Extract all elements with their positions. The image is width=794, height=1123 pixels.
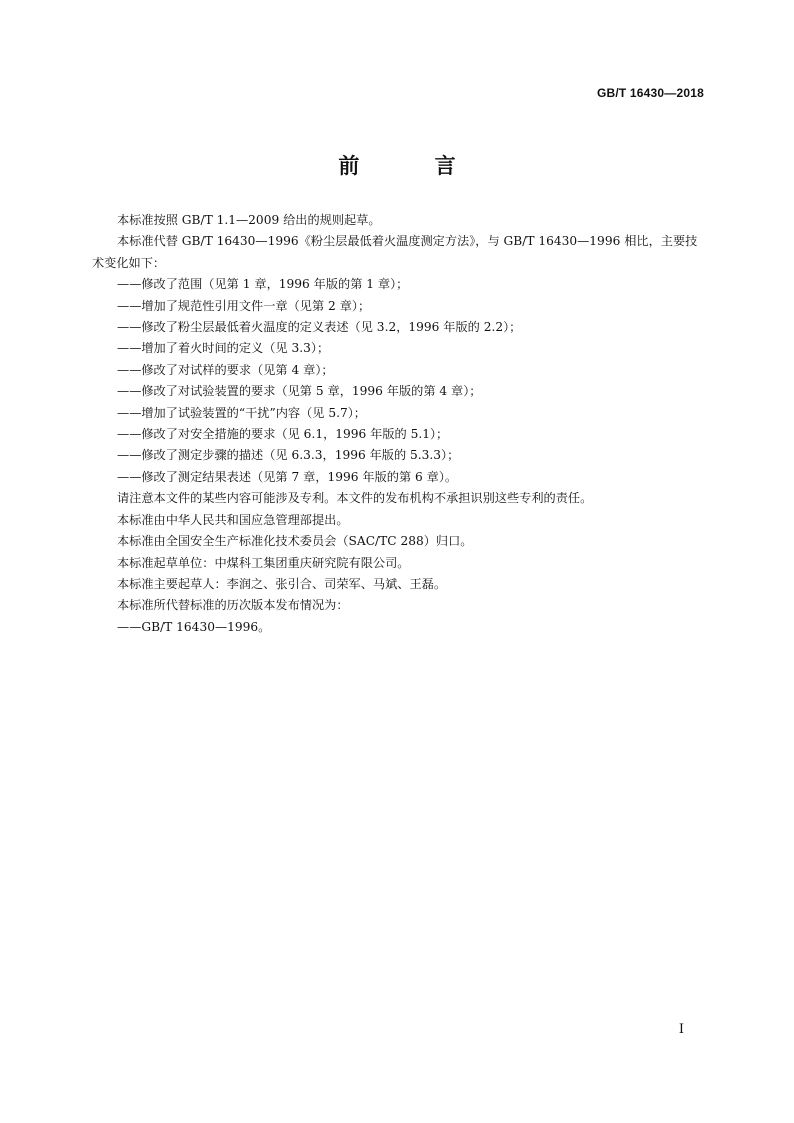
technical-committee-statement: 本标准由全国安全生产标准化技术委员会（SAC/TC 288）归口。 [117,534,473,549]
history-statement: 本标准所代替标准的历次版本发布情况为： [117,598,349,613]
page-title: 前 言 [338,154,490,178]
change-item: ——修改了对试验装置的要求（见第 5 章，1996 年版的第 4 章）； [117,384,482,399]
change-item: ——修改了范围（见第 1 章，1996 年版的第 1 章）； [117,277,409,292]
history-item: ——GB/T 16430—1996。 [117,619,271,634]
foreword-body [92,210,704,638]
change-item: ——增加了着火时间的定义（见 3.3）； [117,341,330,356]
paragraph: 本标准按照 GB/T 1.1—2009 给出的规则起草。 [117,213,381,227]
page-number: I [678,1022,684,1037]
change-item: ——修改了粉尘层最低着火温度的定义表述（见 3.2，1996 年版的 2.2）； [117,320,522,335]
change-item: ——增加了试验装置的“干扰”内容（见 5.7）； [117,405,366,420]
drafting-unit-statement: 本标准起草单位：中煤科工集团重庆研究院有限公司。 [117,555,410,570]
paragraph: 本标准代替 GB/T 16430—1996《粉尘层最低着火温度测定方法》，与 GB/T 16430—1996 相比，主要技术变化如下： [92,234,698,270]
proposer-statement: 本标准由中华人民共和国应急管理部提出。 [117,512,349,527]
drafters-statement: 本标准主要起草人：李润之、张引合、司荣军、马斌、王磊。 [117,576,447,591]
change-item: ——修改了对试样的要求（见第 4 章）； [117,362,334,377]
patent-notice: 请注意本文件的某些内容可能涉及专利。本文件的发布机构不承担识别这些专利的责任。 [117,491,593,506]
change-item: ——修改了测定结果表述（见第 7 章，1996 年版的第 6 章）。 [117,469,458,484]
change-item: ——修改了对安全措施的要求（见 6.1，1996 年版的 5.1）； [117,427,449,442]
change-item: ——修改了测定步骤的描述（见 6.3.3，1996 年版的 5.3.3）； [117,448,460,463]
document-code: GB/T 16430—2018 [596,86,704,100]
change-item: ——增加了规范性引用文件一章（见第 2 章）； [117,298,371,313]
